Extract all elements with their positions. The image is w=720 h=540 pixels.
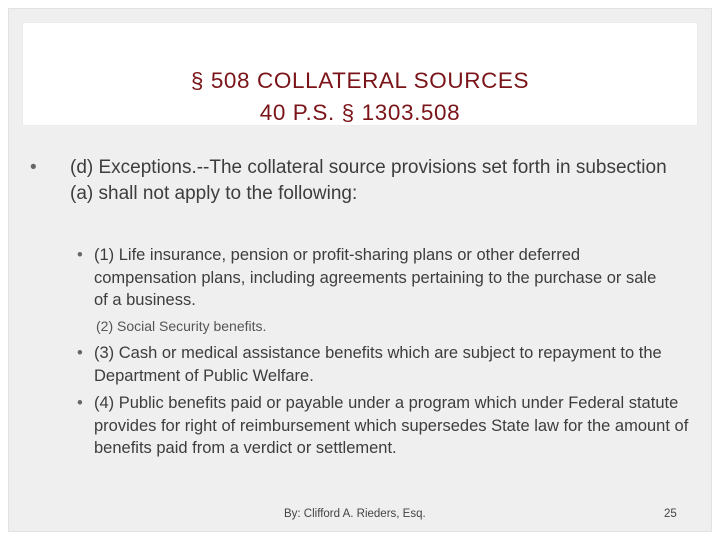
bullet-icon: • [30, 157, 37, 178]
page-number: 25 [664, 508, 677, 520]
sub-item-1: (1) Life insurance, pension or profit-sharing plans or other deferred compensation plans, including agreements pertaining to the purchase or sale of a business. [94, 246, 657, 309]
slide-title-line-2: 40 P.S. § 1303.508 [259, 100, 461, 125]
main-bullet-text: (d) Exceptions.--The collateral source provisions set forth in subsection (a) shall not apply to the following: [70, 157, 667, 204]
bullet-icon: • [77, 246, 83, 264]
bullet-icon: • [77, 394, 83, 412]
bullet-icon: • [77, 344, 83, 362]
sub-item-4: (4) Public benefits paid or payable under a program which under Federal statute provides for right of reimbursement which supersedes State law for the amount of benefits paid from a verdict or settlement. [94, 394, 689, 457]
sub-item-2: (2) Social Security benefits. [96, 318, 267, 334]
sub-item-3: (3) Cash or medical assistance benefits which are subject to repayment to the Department of Public Welfare. [94, 344, 662, 385]
slide-title-line-1: § 508 COLLATERAL SOURCES [190, 68, 530, 93]
footer-author: By: Clifford A. Rieders, Esq. [284, 508, 426, 520]
